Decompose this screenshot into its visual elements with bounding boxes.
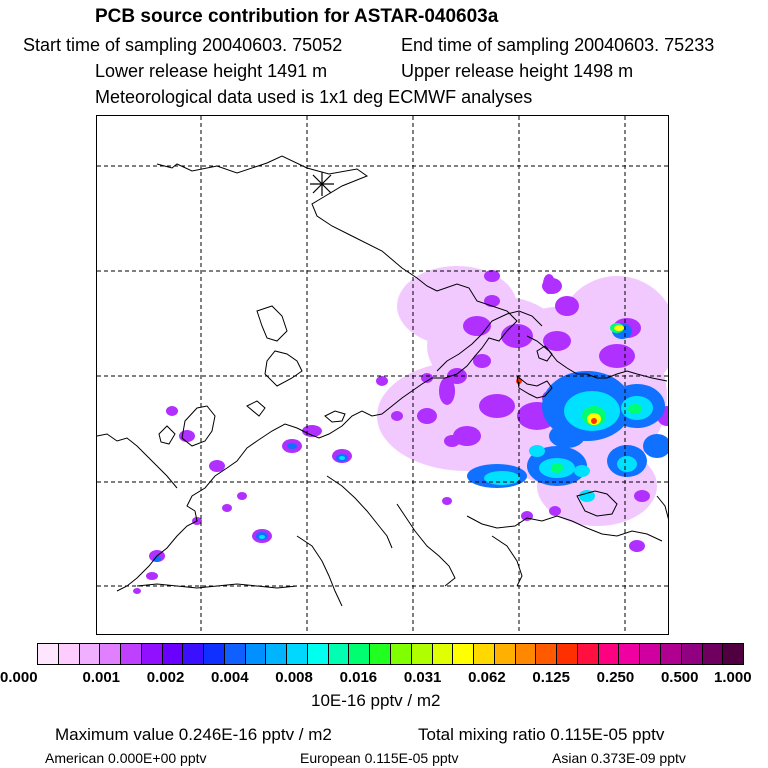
maximum-value-label: Maximum value 0.246E-16 pptv / m2 bbox=[55, 725, 332, 744]
colorbar-cell bbox=[578, 644, 599, 664]
colorbar-cell bbox=[163, 644, 184, 664]
colorbar-tick-label: 0.016 bbox=[339, 669, 378, 686]
colorbar-units: 10E-16 pptv / m2 bbox=[311, 691, 441, 710]
colorbar-tick-label: 1.000 bbox=[714, 669, 752, 686]
colorbar-tick-label: 0.500 bbox=[660, 669, 699, 686]
map-canvas bbox=[97, 116, 669, 635]
map-grid bbox=[97, 116, 669, 635]
colorbar-tick-label: 0.008 bbox=[275, 669, 313, 686]
asterisk-release-icon bbox=[310, 172, 334, 196]
colorbar-tick-label: 0.250 bbox=[596, 669, 635, 686]
colorbar-cell bbox=[536, 644, 557, 664]
colorbar-cell bbox=[59, 644, 80, 664]
colorbar-tick-label: 0.000 bbox=[0, 669, 38, 686]
colorbar-cell bbox=[516, 644, 537, 664]
american-contribution-label: American 0.000E+00 pptv bbox=[45, 750, 207, 766]
end-time-label: End time of sampling 20040603. 75233 bbox=[401, 35, 715, 55]
meteorological-data-label: Meteorological data used is 1x1 deg ECMWF analyses bbox=[95, 87, 533, 107]
colorbar-cell bbox=[329, 644, 350, 664]
colorbar bbox=[37, 643, 744, 665]
colorbar-cell bbox=[266, 644, 287, 664]
asian-contribution-label: Asian 0.373E-09 pptv bbox=[552, 750, 686, 766]
colorbar-cell bbox=[142, 644, 163, 664]
colorbar-tick-label: 0.031 bbox=[403, 669, 442, 686]
colorbar-cell bbox=[599, 644, 620, 664]
colorbar-cell bbox=[412, 644, 433, 664]
colorbar-cell bbox=[308, 644, 329, 664]
colorbar-cell bbox=[723, 644, 743, 664]
concentration-field bbox=[133, 266, 669, 594]
colorbar-cell bbox=[370, 644, 391, 664]
colorbar-cell bbox=[619, 644, 640, 664]
concentration-map bbox=[96, 115, 669, 635]
total-mixing-ratio-label: Total mixing ratio 0.115E-05 pptv bbox=[418, 725, 665, 744]
colorbar-cell bbox=[453, 644, 474, 664]
colorbar-cell bbox=[100, 644, 121, 664]
colorbar-cell bbox=[495, 644, 516, 664]
colorbar-cell bbox=[204, 644, 225, 664]
colorbar-cell bbox=[661, 644, 682, 664]
colorbar-cell bbox=[80, 644, 101, 664]
upper-release-height-label: Upper release height 1498 m bbox=[401, 61, 634, 81]
colorbar-cell bbox=[121, 644, 142, 664]
colorbar-cell bbox=[225, 644, 246, 664]
start-time-label: Start time of sampling 20040603. 75052 bbox=[23, 35, 343, 55]
colorbar-cell bbox=[557, 644, 578, 664]
colorbar-cell bbox=[183, 644, 204, 664]
plot-title: PCB source contribution for ASTAR-040603a bbox=[95, 6, 499, 27]
colorbar-cell bbox=[391, 644, 412, 664]
colorbar-cell bbox=[640, 644, 661, 664]
colorbar-cell bbox=[682, 644, 703, 664]
colorbar-cell bbox=[349, 644, 370, 664]
colorbar-tick-label: 0.062 bbox=[468, 669, 506, 686]
colorbar-cell bbox=[703, 644, 724, 664]
colorbar-tick-label: 0.125 bbox=[532, 669, 570, 686]
colorbar-tick-label: 0.002 bbox=[146, 669, 185, 686]
european-contribution-label: European 0.115E-05 pptv bbox=[300, 750, 459, 766]
colorbar-cell bbox=[246, 644, 267, 664]
colorbar-cell bbox=[474, 644, 495, 664]
colorbar-cell bbox=[287, 644, 308, 664]
colorbar-cell bbox=[433, 644, 454, 664]
colorbar-tick-label: 0.001 bbox=[82, 669, 121, 686]
colorbar-tick-label: 0.004 bbox=[211, 669, 249, 686]
lower-release-height-label: Lower release height 1491 m bbox=[95, 61, 328, 81]
colorbar-cell bbox=[38, 644, 59, 664]
